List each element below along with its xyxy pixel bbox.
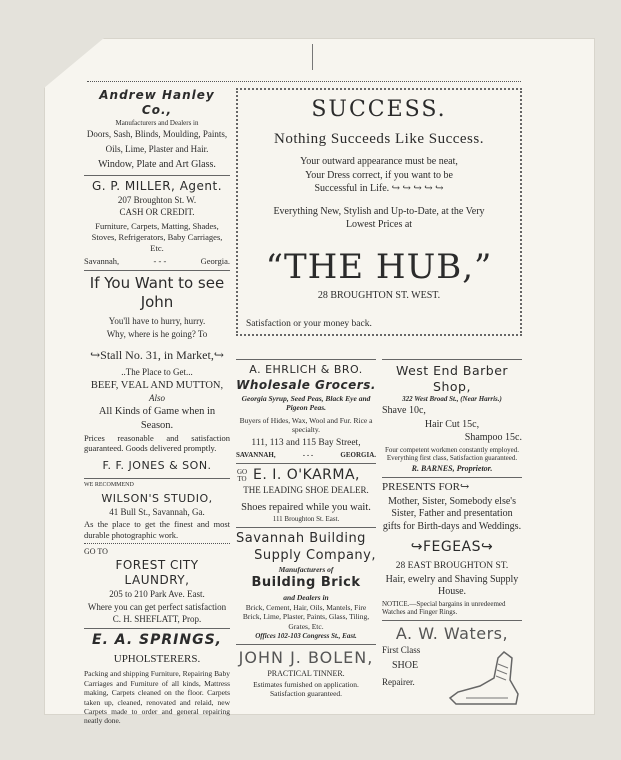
hub-line3-text: Successful in Life.	[314, 183, 390, 195]
hub-line5: Lowest Prices at	[345, 219, 413, 231]
danley-line1: Doors, Sash, Blinds, Moulding, Paints,	[86, 128, 228, 139]
springs-title: E. A. SPRINGS,	[92, 632, 222, 649]
hub-ad	[236, 88, 522, 336]
shoe-illustration	[446, 650, 521, 708]
jones: F. F. JONES & SON.	[102, 458, 212, 472]
hub-line3: Successful in Life. ↪ ↪ ↪ ↪ ↪	[314, 183, 444, 195]
ehrlich-dots: - - -	[302, 451, 314, 460]
savannah-title1: Savannah Building	[236, 530, 366, 546]
manufacturers: Manufacturers of	[278, 565, 334, 574]
hub-guarantee: Satisfaction or your money back.	[246, 318, 372, 329]
divider	[236, 644, 376, 645]
shampoo: Shampoo 15c.	[464, 432, 522, 443]
repairer: Repairer.	[382, 676, 415, 687]
miller-body: Furniture, Carpets, Matting, Shades, Stoves, Refrigerators, Baby Carriages, Etc.	[91, 221, 223, 253]
forest-body: Where you can get perfect satisfaction	[87, 601, 227, 612]
ehrlich-body: Buyers of Hides, Wax, Wool and Fur. Rice a specialty.	[239, 415, 373, 434]
fegeas-addr: 28 EAST BROUGHTON ST.	[395, 560, 509, 571]
miller-city: Savannah,	[84, 256, 120, 267]
place: ..The Place to Get...	[121, 366, 193, 377]
brick: Building Brick	[251, 575, 361, 591]
miller-dots: - - -	[153, 256, 167, 267]
okarma-goto: GO TO	[236, 467, 248, 483]
miller-cash: CASH OR CREDIT.	[119, 207, 195, 217]
dealers: and Dealers in	[283, 592, 329, 602]
john-line1: You'll have to hurry, hurry.	[108, 316, 206, 327]
barber-body: Four competent workmen constantly employed. Everything first class, Satisfaction guaranteed.	[385, 445, 519, 463]
presents-title: PRESENTS FOR↪	[382, 481, 470, 493]
okarma-sub: THE LEADING SHOE DEALER.	[243, 485, 369, 496]
also: Also	[148, 393, 165, 404]
offices: Offices 102-103 Congress St., East.	[255, 632, 357, 641]
barber-title: West End Barber Shop,	[395, 363, 509, 394]
ehrlich-state: GEORGIA.	[340, 451, 376, 460]
upholsterers: UPHOLSTERERS.	[113, 652, 201, 665]
miller-title: G. P. MILLER, Agent.	[91, 178, 223, 193]
fegeas-body: Hair, ewelry and Shaving Supply House.	[385, 573, 519, 598]
beef: BEEF, VEAL AND MUTTON,	[90, 380, 224, 391]
wilson-body: As the place to get the finest and most durable photographic work.	[84, 519, 230, 540]
danley-title: Andrew Hanley Co.,	[99, 88, 215, 117]
fold-mark	[312, 44, 313, 70]
ehrlich-city: SAVANNAH,	[236, 451, 276, 460]
divider	[84, 175, 230, 176]
ehrlich-addr: 111, 113 and 115 Bay Street,	[251, 438, 361, 449]
hub-success: SUCCESS.	[311, 97, 447, 122]
danley-line3: Window, Plate and Art Glass.	[98, 159, 216, 171]
bolen-sub: PRACTICAL TINNER.	[267, 668, 345, 678]
right-column	[382, 356, 522, 689]
hub-line1: Your outward appearance must be neat,	[300, 156, 458, 168]
forest-prop: C. H. SHEFLATT, Prop.	[112, 613, 202, 624]
barber-addr: 322 West Broad St., (Near Harris.)	[402, 395, 502, 404]
savannah-title2: Supply Company,	[254, 547, 376, 563]
divider	[382, 620, 522, 621]
miller-location	[84, 256, 230, 267]
stall-text: Stall No. 31, in Market,	[100, 347, 214, 362]
middle-column	[236, 356, 376, 700]
john-line2: Why, where is he going? To	[106, 328, 208, 339]
prices: Prices reasonable and satisfaction guaranteed. Goods delivered promptly.	[84, 432, 230, 454]
miller-state: Georgia.	[200, 256, 230, 267]
okarma-addr: 111 Broughton St. East.	[272, 514, 340, 523]
left-column	[84, 88, 230, 727]
danley-sub: Manufacturers and Dealers in	[115, 119, 199, 127]
divider	[382, 477, 522, 478]
divider	[84, 543, 230, 544]
divider	[236, 527, 376, 528]
wholesale: Wholesale Grocers.	[236, 377, 376, 392]
top-rule	[87, 81, 521, 82]
hub-border	[236, 88, 522, 336]
haircut: Hair Cut 15c,	[424, 418, 480, 430]
waters-title: A. W. Waters,	[395, 624, 509, 644]
recommend: WE RECOMMEND	[84, 481, 134, 488]
divider	[84, 270, 230, 271]
shoe: SHOE	[392, 660, 419, 672]
hub-headline: Nothing Succeeds Like Success.	[274, 130, 484, 147]
divider	[382, 359, 522, 360]
game: All Kinds of Game when in Season.	[98, 406, 216, 431]
savannah-body: Brick, Cement, Hair, Oils, Mantels, Fire Brick, Lime, Plaster, Paints, Glass, Tiling, Grates, Etc.	[242, 603, 370, 631]
springs-body: Packing and shipping Furniture, Repairing Baby Carriages and Furniture of all kinds, Mattress making, Carpets cleaned on the floor. Carpets taken up, cleaned, renovated and relaid, new Carpets made to order and general repairing neatly done.	[84, 669, 230, 726]
notice: NOTICE.—Special bargains in unredeemed Watches and Finger Rings.	[382, 599, 506, 617]
divider	[236, 463, 376, 464]
stall: ↪Stall No. 31, in Market,↪	[90, 347, 224, 362]
okarma-header	[236, 467, 376, 485]
miller-addr: 207 Broughton St. W.	[117, 194, 197, 205]
hub-line2: Your Dress correct, if you want to be	[305, 169, 453, 181]
okarma-body: Shoes repaired while you wait.	[241, 501, 371, 513]
john-title: If You Want to see John	[89, 273, 225, 311]
divider	[84, 478, 230, 479]
hub-name: “THE HUB,”	[265, 246, 493, 287]
ehrlich-location	[236, 451, 376, 460]
wilson-addr: 41 Bull St., Savannah, Ga.	[109, 506, 205, 517]
bolen-title: JOHN J. BOLEN,	[238, 647, 374, 667]
presents-title-text: PRESENTS FOR	[382, 481, 460, 493]
fegeas-title: ↪FEGEAS↪	[410, 539, 494, 556]
barber-prop: R. BARNES, Proprietor.	[411, 464, 493, 473]
danley-line2: Oils, Lime, Plaster and Hair.	[105, 144, 209, 154]
fegeas-text: FEGEAS	[422, 539, 482, 556]
hub-addr: 28 BROUGHTON ST. WEST.	[317, 290, 441, 302]
divider	[236, 359, 376, 360]
divider	[84, 628, 230, 629]
hub-line4: Everything New, Stylish and Up-to-Date, at the Very	[273, 205, 485, 217]
ehrlich-sub: Georgia Syrup, Seed Peas, Black Eye and Pigeon Peas.	[241, 393, 371, 413]
forest-title: FOREST CITY LAUNDRY,	[115, 558, 199, 588]
first-class: First Class	[382, 645, 421, 656]
goto: GO TO	[84, 547, 108, 557]
ehrlich-title: A. EHRLICH & BRO.	[249, 363, 363, 376]
bolen-body: Estimates furnished on application. Satisfaction guaranteed.	[253, 679, 359, 699]
shave: Shave 10c,	[382, 405, 426, 416]
presents-body: Mother, Sister, Somebody else's Sister, Father and presentation gifts for Birth-days and Weddings.	[382, 495, 522, 532]
forest-addr: 205 to 210 Park Ave. East.	[109, 589, 205, 600]
wilson-title: WILSON'S STUDIO,	[101, 492, 213, 506]
okarma-title: E. I. O'KARMA,	[253, 466, 360, 483]
